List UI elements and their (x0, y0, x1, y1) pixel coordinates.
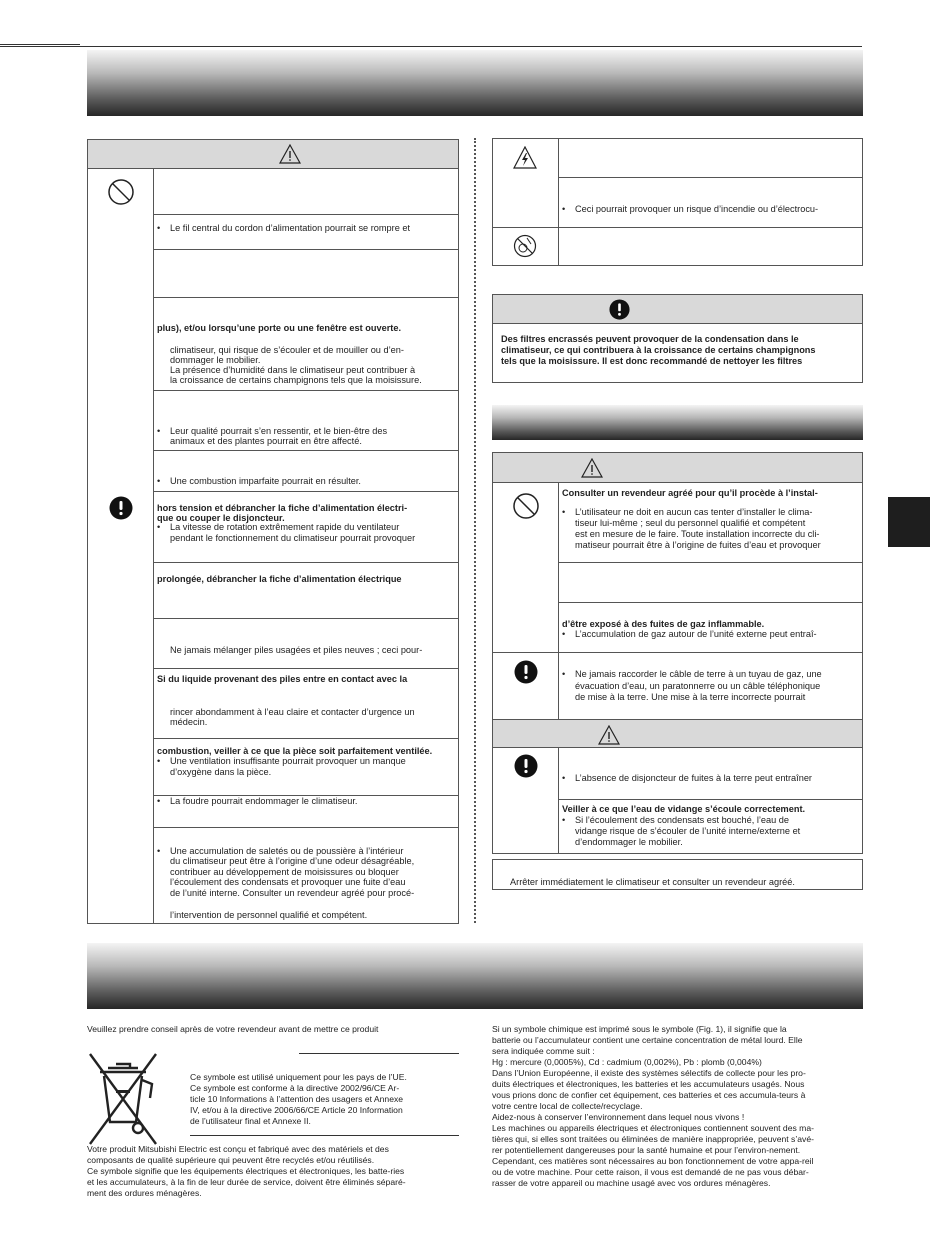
stop-note-box (492, 859, 863, 890)
disposal-text: rasser de votre appareil ou machine usagé avec vos ordures ménagères. (492, 1178, 771, 1188)
top-rule (0, 46, 862, 47)
disposal-text: et les accumulateurs, à la fin de leur durée de service, doivent être éliminés séparé- (87, 1177, 406, 1187)
top-rule-left (0, 44, 80, 45)
row-divider (493, 227, 862, 228)
text-line: l’écoulement des condensats et provoquer une fuite d’eau (170, 877, 406, 887)
section-banner-install (492, 405, 863, 440)
disposal-text: Cependant, ces matières sont nécessaires au bon fonctionnement de votre appa-reil (492, 1156, 814, 1166)
eu-line: Ce symbole est conforme à la directive 2002/96/CE Ar- (190, 1083, 400, 1093)
row (154, 619, 458, 669)
warning-triangle-icon (279, 144, 301, 164)
text-line: Leur qualité pourrait s’en ressentir, et le bien-être des (170, 426, 388, 436)
eu-line: de l’utilisateur final et Annexe II. (190, 1116, 311, 1126)
disposal-text: composants de qualité supérieure qui peuvent être recyclés et/ou réutilisés. (87, 1155, 375, 1165)
text-line: hors tension et débrancher la fiche d’alimentation électri- (157, 503, 408, 513)
text-line: Ceci pourrait provoquer un risque d’incendie ou d’électrocu- (575, 204, 819, 214)
text-line: La présence d’humidité dans le climatiseur peut contribuer à (170, 365, 416, 375)
wheelie-bin-crossed-icon (86, 1050, 160, 1148)
disposal-text: batterie ou l’accumulateur contient une certaine concentration de métal lourd. Elle (492, 1035, 803, 1045)
eu-line: IV, et/ou à la directive 2006/66/CE Article 20 Information (190, 1105, 403, 1115)
row-divider (493, 652, 862, 653)
text-line: Une ventilation insuffisante pourrait provoquer un manque (170, 756, 406, 766)
row (559, 139, 862, 178)
note-header (493, 295, 862, 324)
text-line: combustion, veiller à ce que la pièce soit parfaitement ventilée. (157, 746, 433, 756)
text-line: Ne jamais mélanger piles usagées et piles neuves ; ceci pour- (170, 645, 423, 655)
text-line: vidange risque de s’écouler de l’unité interne/externe et (575, 826, 801, 836)
eu-line: ticle 10 Informations à l’attention des usagers et Annexe (190, 1094, 404, 1104)
icon-column (88, 169, 154, 923)
text-line: Veiller à ce que l’eau de vidange s’écoule correctement. (562, 804, 806, 814)
text-line: plus), et/ou lorsqu’une porte ou une fenêtre est ouverte. (157, 323, 402, 333)
text-line: Des filtres encrassés peuvent provoquer de la condensation dans le (501, 334, 799, 344)
disposal-text: Les machines ou appareils électriques et électroniques contiennent souvent des ma- (492, 1123, 814, 1133)
warning-triangle-icon (598, 725, 620, 745)
text-line: matiseur pourrait être à l’origine de fuites d’eau et provoquer (575, 540, 821, 550)
text-line: La foudre pourrait endommager le climatiseur. (170, 796, 358, 806)
disposal-text: vous prions donc de confier cet équipement, ces batteries et ces accumula-teurs à (492, 1090, 806, 1100)
text-line: contribuer au développement de moisissures ou bloquer (170, 867, 399, 877)
text-line: Une combustion imparfaite pourrait en résulter. (170, 476, 361, 486)
text-line: médecin. (170, 717, 208, 727)
text-line: Le fil central du cordon d’alimentation pourrait se rompre et (170, 223, 411, 233)
caution-header (493, 453, 862, 483)
text-line: Si du liquide provenant des piles entre en contact avec la (157, 674, 408, 684)
column-divider (474, 138, 476, 923)
text-line: Ne jamais raccorder le câble de terre à un tuyau de gaz, une (575, 669, 822, 679)
disposal-text: Votre produit Mitsubishi Electric est conçu et fabriqué avec des matériels et des (87, 1144, 389, 1154)
text-line: La vitesse de rotation extrêmement rapide du ventilateur (170, 522, 400, 532)
section-banner-top (87, 50, 863, 116)
text-line: pendant le fonctionnement du climatiseur pourrait provoquer (170, 533, 416, 543)
text-line: L’accumulation de gaz autour de l’unité externe peut entraî- (575, 629, 817, 639)
right-top-panel: • Ceci pourrait provoquer un risque d’incendie ou d’électrocu- (492, 138, 863, 266)
electric-shock-icon (513, 146, 537, 170)
row (559, 563, 862, 603)
no-water-icon (513, 234, 537, 258)
disposal-text: Si un symbole chimique est imprimé sous le symbole (Fig. 1), il signifie que la (492, 1024, 787, 1034)
disposal-text: tières qui, si elles sont traitées ou éliminées de manière inappropriée, peuvent s’avé- (492, 1134, 814, 1144)
disposal-text: Ce symbole signifie que les équipements électriques et électroniques, les batte-ries (87, 1166, 405, 1176)
text-line: climatiseur, ce qui contribuera à la croissance de certains champignons (501, 345, 816, 355)
mandatory-icon (609, 299, 630, 320)
language-tab (888, 497, 930, 547)
text-line: L’absence de disjoncteur de fuites à la terre peut entraîner (575, 773, 812, 783)
rule (299, 1053, 459, 1054)
text-line: l’intervention de personnel qualifié et compétent. (170, 910, 368, 920)
prohibited-icon (107, 178, 135, 206)
text-line: Consulter un revendeur agréé pour qu’il procède à l’instal- (562, 488, 818, 498)
disposal-text: votre centre local de collecte/recyclage. (492, 1101, 643, 1111)
disposal-text: sera indiquée comme suit : (492, 1046, 595, 1056)
text-line: est en mesure de le faire. Toute installation incorrecte du cli- (575, 529, 820, 539)
disposal-text: ou de votre machine. Pour cette raison, il vous est demandé de ne pas vous débar- (492, 1167, 809, 1177)
disposal-text: duits électriques et électroniques, les batteries et les accumulateurs usagés. Nous (492, 1079, 805, 1089)
text-line: animaux et des plantes pourrait en être affecté. (170, 436, 362, 446)
row (154, 169, 458, 215)
text-line: climatiseur, qui risque de s’écouler et de mouiller ou d’en- (170, 345, 404, 355)
text-line: que ou couper le disjoncteur. (157, 513, 285, 523)
disposal-text: Aidez-nous à conserver l’environnement dans lequel nous vivons ! (492, 1112, 745, 1122)
disposal-text: Dans l’Union Européenne, il existe des systèmes sélectifs de collecte pour les pro- (492, 1068, 806, 1078)
text-line: d’être exposé à des fuites de gaz inflammable. (562, 619, 765, 629)
text-line: d’endommager le mobilier. (575, 837, 683, 847)
text-line: Arrêter immédiatement le climatiseur et consulter un revendeur agréé. (510, 877, 795, 887)
text-line: Si l’écoulement des condensats est bouché, l’eau de (575, 815, 790, 825)
row (154, 563, 458, 619)
text-line: du climatiseur peut être à l’origine d’une odeur désagréable, (170, 856, 415, 866)
disposal-text: Hg : mercure (0,0005%), Cd : cadmium (0,002%), Pb : plomb (0,004%) (492, 1057, 762, 1067)
text-line: prolongée, débrancher la fiche d’alimentation électrique (157, 574, 402, 584)
text-line: tiseur lui-même ; seul du personnel qualifié et compétent (575, 518, 806, 528)
prohibited-icon (512, 492, 540, 520)
row (154, 250, 458, 298)
mandatory-icon (514, 660, 538, 684)
text-line: évacuation d’eau, un paratonnerre ou un câble téléphonique (575, 681, 821, 691)
eu-line: Ce symbole est utilisé uniquement pour les pays de l’UE. (190, 1072, 407, 1082)
mandatory-icon (109, 496, 133, 520)
caution-panel-left: • Le fil central du cordon d’alimentation pourrait se rompre et plus), et/ou lorsqu’une porte ou une fenêtre est ouverte. climatiseur, qui risque de s’écouler et de mouiller ou d’en- dommager le mobilier. La présence d’humidité dans le climatiseur peut contribuer à la croissance de certains champignons tels que la moisissure. • Leur qualité pourrait s’en ressentir, et le bien-être des animaux et des plantes pourrait en être affecté. • Une combustion imparfaite pourrait en résulter. hors tension et débrancher la fiche d’alimentation électri- que ou couper le disjoncteur. • La vitesse de rotation extrêmement rapide du ventilateur pendant le fonctionnement du climatiseur pourrait provoquer prolongée, débrancher la fiche d’alimentation électrique Ne jamais mélanger piles usagées et piles neuves ; ceci pour- Si du liquide provenant des piles entre en contact avec la rincer abondamment à l’eau claire et contacter d’urgence un médecin. combustion, veiller à ce que la pièce soit parfaitement ventilée. • Une ventilation insuffisante pourrait provoquer un manque d’oxygène dans la pièce. • La foudre pourrait endommager le climatiseur. • Une accumulation de saletés ou de poussière à l’intérieur du climatiseur peut être à l’origine d’une odeur désagréable, contribuer au développement de moisissures ou bloquer l’écoulement des condensats et provoquer une fuite d’eau de l’unité interne. Consulter un revendeur agréé pour procé- l’intervention de personnel qualifié et compétent. (87, 139, 459, 924)
text-line: rincer abondamment à l’eau claire et contacter d’urgence un (170, 707, 415, 717)
mandatory-icon (514, 754, 538, 778)
rule (190, 1135, 459, 1136)
section-banner-disposal (87, 943, 863, 1009)
disposal-text: ment des ordures ménagères. (87, 1188, 202, 1198)
text-line: tels que la moisissure. Il est donc recommandé de nettoyer les filtres (501, 356, 803, 366)
warning-triangle-icon (581, 458, 603, 478)
text-line: de mise à la terre. Une mise à la terre incorrecte pourrait (575, 692, 806, 702)
disposal-intro: Veuillez prendre conseil après de votre revendeur avant de mettre ce produit (87, 1024, 379, 1034)
text-line: de l’unité interne. Consulter un revendeur agréé pour procé- (170, 888, 415, 898)
text-line: Une accumulation de saletés ou de poussière à l’intérieur (170, 846, 404, 856)
text-line: dommager le mobilier. (170, 355, 261, 365)
install-panel: Consulter un revendeur agréé pour qu’il procède à l’instal- • L’utilisateur ne doit en aucun cas tenter d’installer le clima- tiseur lui-même ; seul du personnel qualifié et compétent est en mesure de le faire. Toute installation incorrecte du cli- matiseur pourrait être à l’origine de fuites d’eau et provoquer d’être exposé à des fuites de gaz inflammable. • L’accumulation de gaz autour de l’unité externe peut entraî- • Ne jamais raccorder le câble de terre à un tuyau de gaz, une évacuation d’eau, un paratonnerre ou un câble téléphonique de mise à la terre. Une mise à la terre incorrecte pourrait • L’absence de disjoncteur de fuites à la terre peut entraîner Veiller à ce que l’eau de vidange s’écoule correctement. • Si l’écoulement des condensats est bouché, l’eau de vidange risque de s’écouler de l’unité interne/externe et d’endommager le mobilier. (492, 452, 863, 854)
text-line: d’oxygène dans la pièce. (170, 767, 272, 777)
caution-header (88, 140, 458, 169)
disposal-text: rer potentiellement dangereuses pour la santé humaine et pour l’environ-nement. (492, 1145, 801, 1155)
text-line: L’utilisateur ne doit en aucun cas tenter d’installer le clima- (575, 507, 813, 517)
caution-header-2 (493, 719, 862, 748)
text-line: la croissance de certains champignons tels que la moisissure. (170, 375, 422, 385)
filter-note-panel (492, 294, 863, 383)
